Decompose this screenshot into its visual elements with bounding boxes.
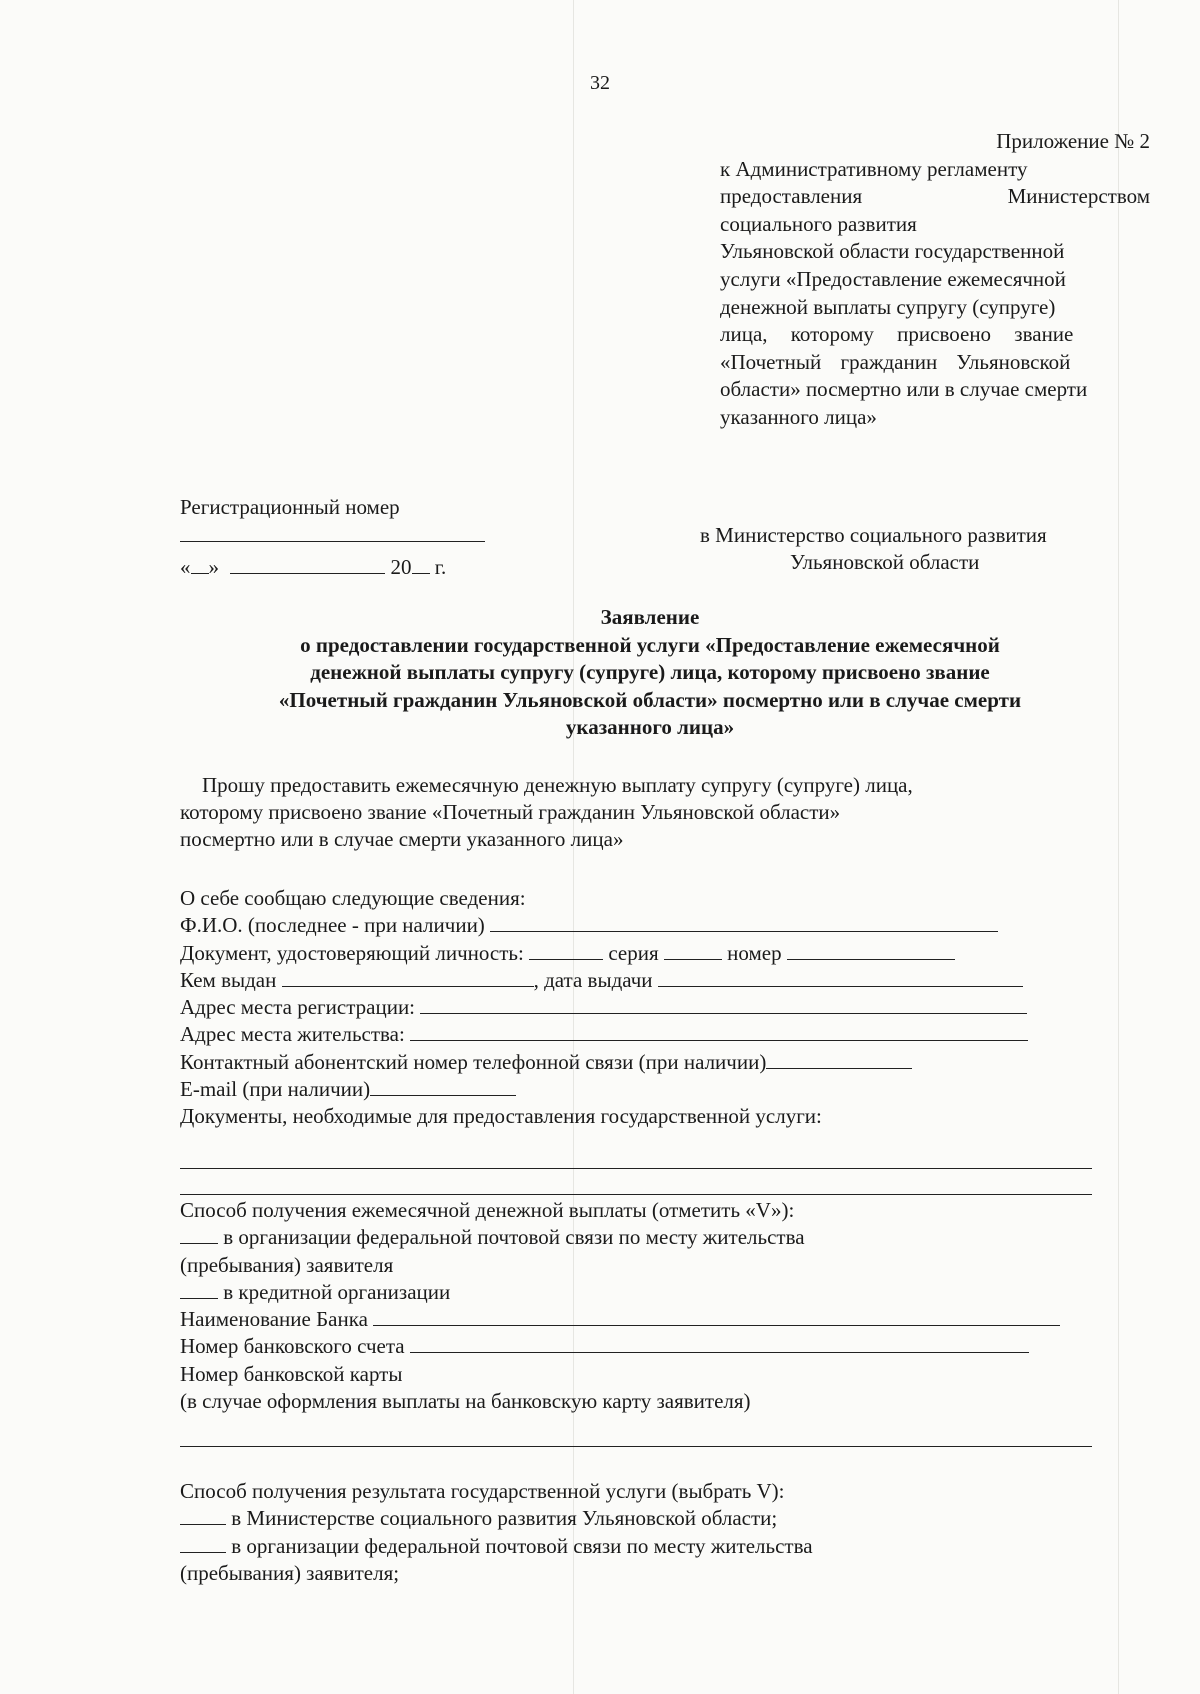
number-label: номер	[727, 940, 782, 965]
month-field[interactable]	[230, 555, 385, 574]
post-option-label-cont: (пребывания) заявителя	[180, 1252, 394, 1277]
issue-date-field[interactable]	[658, 968, 1023, 987]
registration-number-field[interactable]	[180, 541, 485, 542]
intro-line: Прошу предоставить ежемесячную денежную выплату супругу (супруге) лица,	[202, 773, 913, 797]
quote-open: «	[180, 555, 191, 579]
appendix-line	[720, 183, 1150, 211]
year-field[interactable]	[412, 555, 430, 574]
result-post-option-label-cont: (пребывания) заявителя;	[180, 1560, 400, 1585]
appendix-line: «Почетный гражданин Ульяновской	[720, 349, 1071, 374]
credit-checkbox[interactable]	[180, 1280, 218, 1299]
bank-name-label: Наименование Банка	[180, 1307, 368, 1332]
series-field[interactable]	[664, 941, 722, 960]
result-post-checkbox[interactable]	[180, 1534, 226, 1553]
appendix-line: Ульяновской области государственной	[720, 239, 1065, 264]
card-number-label: Номер банковской карты	[180, 1361, 403, 1386]
result-post-option-label: в организации федеральной почтовой связи по месту жительства	[231, 1533, 813, 1558]
post-option-label: в организации федеральной почтовой связи по месту жительства	[223, 1225, 805, 1250]
id-doc-row	[180, 940, 1028, 967]
id-doc-label: Документ, удостоверяющий личность:	[180, 940, 524, 965]
day-field[interactable]	[191, 555, 209, 574]
bank-name-row	[180, 1306, 1060, 1333]
title-line: денежной выплаты супругу (супруге) лица, которому присвоено звание	[310, 660, 990, 684]
appendix-line: области» посмертно или в случае смерти	[720, 377, 1088, 402]
series-label: серия	[608, 940, 659, 965]
documents-label: Документы, необходимые для предоставления государственной услуги:	[180, 1104, 822, 1129]
document-title	[180, 604, 1120, 742]
appendix-line: лица, которому присвоено звание	[720, 322, 1074, 347]
appendix-line: указанного лица»	[720, 404, 877, 429]
id-doc-field[interactable]	[529, 941, 603, 960]
form-heading: О себе сообщаю следующие сведения:	[180, 886, 526, 910]
payment-option-post	[180, 1224, 1060, 1251]
appendix-title: Приложение № 2	[996, 129, 1150, 153]
application-form	[180, 885, 1028, 1131]
intro-line: посмертно или в случае смерти указанного лица»	[180, 827, 624, 851]
issued-row	[180, 967, 1028, 994]
phone-row	[180, 1049, 1028, 1076]
quote-close: »	[208, 555, 219, 579]
recipient-line: Ульяновской области	[790, 550, 980, 574]
issued-by-label: Кем выдан	[180, 967, 277, 992]
phone-label: Контактный абонентский номер телефонной связи (при наличии)	[180, 1049, 767, 1074]
documents-field-2[interactable]	[180, 1194, 1092, 1195]
title-line: о предоставлении государственной услуги «Предоставление ежемесячной	[300, 632, 1000, 657]
payment-method-label: Способ получения ежемесячной денежной выплаты (отметить «V»):	[180, 1198, 795, 1222]
email-row	[180, 1076, 1028, 1103]
appendix-word: Министерством	[1007, 184, 1150, 209]
appendix-line: социального развития	[720, 211, 917, 236]
appendix-line: денежной выплаты супругу (супруге)	[720, 294, 1056, 319]
card-number-field[interactable]	[180, 1446, 1092, 1447]
year-prefix: 20	[390, 555, 412, 579]
issue-date-label: , дата выдачи	[533, 967, 653, 992]
result-method-label: Способ получения результата государственной услуги (выбрать V):	[180, 1479, 785, 1503]
reg-address-row	[180, 994, 1028, 1021]
title-line: указанного лица»	[565, 715, 735, 739]
fio-label: Ф.И.О. (последнее - при наличии)	[180, 913, 485, 938]
appendix-line: к Административному регламенту	[720, 156, 1028, 181]
title-line: «Почетный гражданин Ульяновской области» посмертно или в случае смерти	[278, 687, 1022, 712]
live-address-label: Адрес места жительства:	[180, 1022, 405, 1047]
ministry-checkbox[interactable]	[180, 1506, 226, 1525]
phone-field[interactable]	[766, 1050, 912, 1069]
result-option-post	[180, 1533, 813, 1560]
recipient-block	[700, 522, 1120, 576]
appendix-block	[720, 128, 1150, 432]
registration-date	[180, 554, 446, 580]
fio-row	[180, 912, 1028, 939]
intro-line: которому присвоено звание «Почетный гражданин Ульяновской области»	[180, 800, 841, 824]
card-note: (в случае оформления выплаты на банковскую карту заявителя)	[180, 1389, 751, 1414]
reg-address-label: Адрес места регистрации:	[180, 995, 416, 1020]
reg-address-field[interactable]	[420, 995, 1027, 1014]
result-section	[180, 1478, 813, 1587]
registration-label: Регистрационный номер	[180, 495, 400, 519]
live-address-row	[180, 1021, 1028, 1048]
ministry-option-label: в Министерстве социального развития Ульяновской области;	[231, 1506, 778, 1531]
year-suffix: г.	[434, 555, 447, 579]
live-address-field[interactable]	[410, 1022, 1028, 1041]
appendix-line: услуги «Предоставление ежемесячной	[720, 266, 1066, 291]
title-line: Заявление	[600, 605, 700, 629]
bank-account-field[interactable]	[410, 1334, 1029, 1353]
recipient-line: в Министерство социального развития	[700, 523, 1047, 547]
appendix-word: предоставления	[720, 184, 863, 209]
documents-field-1[interactable]	[180, 1168, 1092, 1169]
issued-by-field[interactable]	[282, 968, 534, 987]
page-number: 32	[590, 72, 610, 94]
bank-account-label: Номер банковского счета	[180, 1334, 405, 1359]
number-field[interactable]	[787, 941, 955, 960]
result-option-ministry	[180, 1505, 813, 1532]
fio-field[interactable]	[490, 913, 998, 932]
payment-option-credit	[180, 1279, 1060, 1306]
email-label: E-mail (при наличии)	[180, 1077, 371, 1102]
credit-option-label: в кредитной организации	[223, 1279, 451, 1304]
post-checkbox[interactable]	[180, 1225, 218, 1244]
email-field[interactable]	[370, 1077, 516, 1096]
intro-paragraph	[180, 772, 913, 853]
bank-name-field[interactable]	[373, 1307, 1060, 1326]
payment-section	[180, 1197, 1060, 1415]
bank-account-row	[180, 1333, 1060, 1360]
